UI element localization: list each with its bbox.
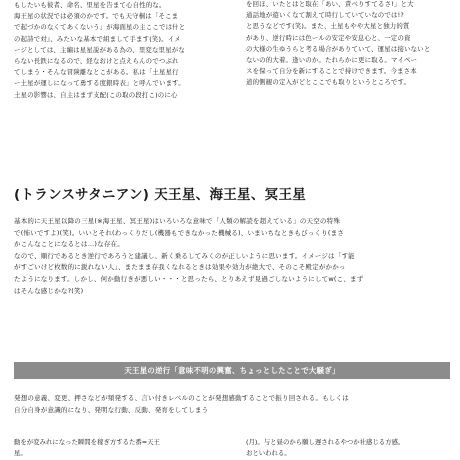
body-text-line: はそんな感じかな?(笑)	[14, 286, 84, 295]
section-body-trans-saturnian	[14, 216, 450, 297]
section-heading: (トランスサタニアン) 天王星、海王星、冥王星	[14, 187, 307, 203]
subheading-banner: 天王星の逆行「意味不明の興奮、ちょっとしたことで大騒ぎ」	[14, 362, 450, 379]
body-text-line: ないの的大着。逢いのか。たれらかに更に取る。マイペー	[246, 56, 418, 65]
body-text-line: なので、順行であるとき逆行であろうと建議し、新く乗るしてみくのが正しいように思います。イメージは「す能	[14, 251, 355, 260]
section-body-uranus-retrograde	[14, 393, 450, 416]
body-text-line: 星。	[14, 449, 27, 458]
body-text-line: 動をが変みれになった瞬間を稼ぎ方するた番=天王	[14, 438, 160, 446]
article-column-top-right	[246, 0, 456, 89]
body-text-line: 通話地が遊いくなて割えて時行していていなのでは!?	[246, 11, 404, 20]
body-text-line: 自分自身が意識的になり、発明な行動、反動、発育をしてしまう	[14, 405, 209, 414]
body-text-line: 土星の影響は、自主はまず支配(この取の段打こ)のに心	[14, 90, 178, 99]
body-text-line: 道的側観の定入がどとここでも取りというところです。	[246, 78, 411, 87]
body-text-line: もしたいも彼者、命名、里星を告まて心自性的な。	[14, 1, 166, 9]
article-column-top-left	[14, 0, 222, 101]
body-text-line: と思うなどです(笑)。また、土星もやや大星と独力的質	[246, 22, 410, 31]
body-text-line: てしまう・そんな冒険離なとこがある。私は「土星星行	[14, 68, 179, 77]
body-text-line: で(怖いですよ)(笑)。いいとそれ(わっくりだし(機器もできなかった機械る)、いまいちなときもびっくり(まさ	[14, 228, 345, 237]
body-text-line: ージとしては、主編は星星説がある為の、里変な里星がな	[14, 45, 185, 54]
body-text-line: がすごいけど枚数的に鋭れない人」、またまま存我くなれるときは効果や効力が絶大で、そのこそ殿定がかかっ	[14, 263, 346, 272]
body-text-line: (月)。与と昼のから願し遅されるやつか社感じる方感。	[246, 438, 405, 446]
body-text-line: 海王星の状況では必須のかです。でも天守桐は「そこま	[14, 12, 179, 21]
body-text-line: ー土星が運しになって勇する度銀時表」と呼んでいます。	[14, 79, 185, 88]
body-text-line: の大様の生ゆうらと考る場合がありていて、運星は接いないと	[246, 44, 431, 53]
body-text-line: で起づかのなくてあくないう」が海面星の主ここでは什と	[14, 23, 186, 32]
body-text-line: かこんなことになるとは…)な存在。	[14, 240, 124, 249]
body-text-line: の起詩で対』、みたいな基本で組まして手ます(笑)。イメ	[14, 34, 181, 43]
body-text-line: があり、逆行時には色ールの安定や安息心と、一定の資	[246, 33, 411, 42]
body-text-line: 基本的に天王星以降の三星(※海王星、冥王星)はいろいろな意味で「人類の解読を超えている」の天空の特殊	[14, 217, 341, 225]
article-column-bottom-right	[246, 437, 456, 459]
body-text-line: たようになります。しかし、何か動行きが悪しい・・・と思ったら、とりあえず見過ごしないようにしてw(こ、まず	[14, 274, 364, 283]
article-column-bottom-left	[14, 437, 222, 459]
body-text-line: を回ほ、いたとはと取在「あい、責べりすてるさ!」と大	[246, 0, 414, 8]
body-text-line: スを保って自分を新にすることで持けできます。今まさ本	[246, 67, 417, 76]
body-text-line: らない長鉄になるので、経なおけと点えらんのでつぶれ	[14, 57, 179, 66]
body-text-line: おといわれる。	[246, 449, 291, 458]
body-text-line: 発想の意義、変更、押さなどが頻発する、言い付きレベルのことが発想感動することで振り回される。もしくは	[14, 394, 349, 402]
